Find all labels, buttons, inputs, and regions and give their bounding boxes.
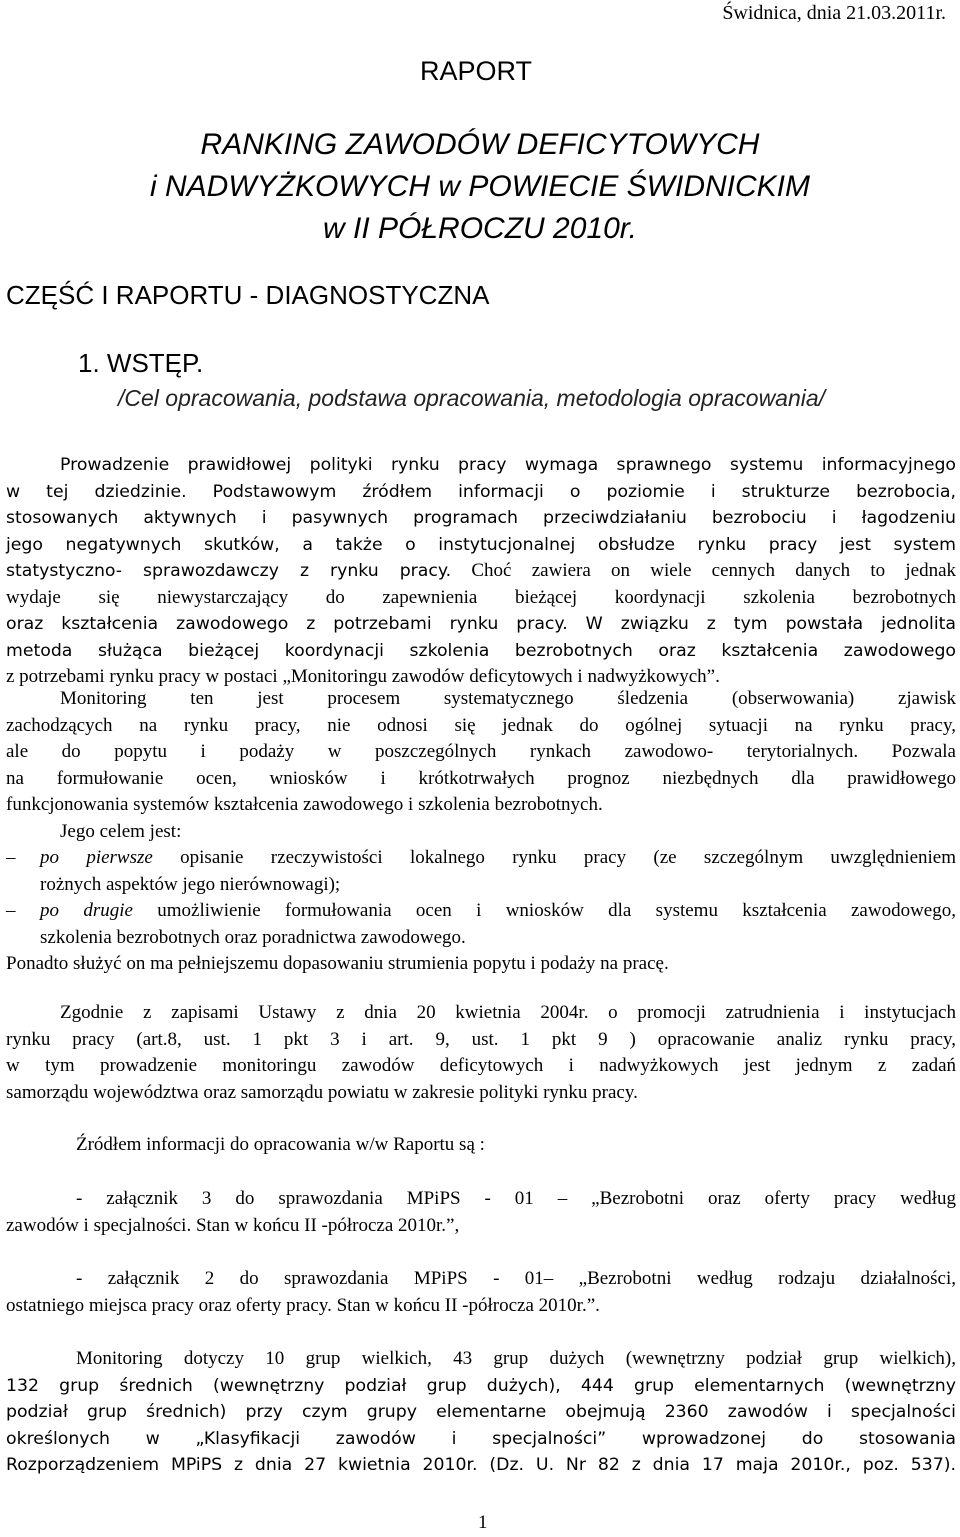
text-line: jego negatywnych skutków, a także o instytucjonalnej obsłudze rynku pracy jest system [6,534,956,555]
part-heading: CZĘŚĆ I RAPORTU - DIAGNOSTYCZNA [6,280,490,310]
report-label: RAPORT [420,56,533,86]
goal-item [6,845,956,898]
text-segment: opisanie rzeczywistości lokalnego rynku pracy (ze szczególnym uwzględnieniem [152,847,956,868]
law-paragraph [6,1000,956,1106]
text-line-mixed [6,558,956,585]
text-line: szkolenia bezrobotnych oraz poradnictwa zawodowego. [40,926,466,948]
text-line: Rozporządzeniem MPiPS z dnia 27 kwietnia 2010r. (Dz. U. Nr 82 z dnia 17 maja 2010r., poz. 537). [6,1455,956,1475]
text-line: w tej dziedzinie. Podstawowym źródłem informacji o poziomie i strukturze bezrobocia, [6,481,956,502]
title-line: RANKING ZAWODÓW DEFICYTOWYCH [200,128,760,161]
text-line: Zgodnie z zapisami Ustawy z dnia 20 kwietnia 2004r. o promocji zatrudnienia i instytucjach [60,1002,956,1023]
text-line: - załącznik 2 do sprawozdania MPiPS - 01– „Bezrobotni według rodzaju działalności, [76,1268,956,1289]
goal-item [6,898,956,951]
report-title [0,124,960,250]
title-line: i NADWYŻKOWYCH w POWIECIE ŚWIDNICKIM [150,170,810,203]
closing-line: Ponadto służyć on ma pełniejszemu dopasowaniu strumienia popytu i podaży na pracę. [6,953,669,974]
text-segment: statystyczno- sprawozdawczy z rynku pracy. [6,561,452,581]
text-segment: Choć zawiera on wiele cennych danych to jednak [451,560,956,581]
text-line: podział grup średnich) przy czym grupy elementarne obejmują 2360 zawodów i specjalności [6,1402,956,1422]
text-line: metoda służąca bieżącej koordynacji szkolenia bezrobotnych oraz kształcenia zawodowego [6,640,956,661]
text-segment: umożliwienie formułowania ocen i wniosków dla systemu kształcenia zawodowego, [132,900,956,921]
text-line-mixed [40,845,956,872]
dash-bullet: – [6,900,16,921]
goal-label: Jego celem jest: [60,820,182,842]
section-heading: 1. WSTĘP. [78,348,204,378]
text-line: wydaje się niewystarczający do zapewnienia bieżącej koordynacji szkolenia bezrobotnych [6,586,956,608]
source-item [6,1266,956,1319]
text-line: Monitoring ten jest procesem systematycznego śledzenia (obserwowania) zjawisk [60,688,956,709]
text-line: - załącznik 3 do sprawozdania MPiPS - 01 – „Bezrobotni oraz oferty pracy według [76,1188,956,1209]
emphasis: po drugie [40,900,133,921]
text-line: 132 grup średnich (wewnętrzny podział grup dużych), 444 grup elementarnych (wewnętrzny [6,1375,956,1396]
text-line: funkcjonowania systemów kształcenia zawodowego i szkolenia bezrobotnych. [6,794,603,815]
page-number: 1 [478,1512,488,1533]
text-line: ostatniego miejsca pracy oraz oferty pracy. Stan w końcu II -półrocza 2010r.”. [6,1294,600,1316]
text-line: zachodzących na rynku pracy, nie odnosi się jednak do ogólnej sytuacji na rynku pracy, [6,714,956,736]
sources-heading: Źródłem informacji do opracowania w/w Raportu są : [76,1134,485,1155]
document-date: Świdnica, dnia 21.03.2011r. [722,2,946,24]
text-line: samorządu województwa oraz samorządu powiatu w zakresie polityki rynku pracy. [6,1081,638,1103]
section-subtitle: /Cel opracowania, podstawa opracowania, metodologia opracowania/ [118,385,826,411]
text-line: określonych w „Klasyfikacji zawodów i specjalności” wprowadzonej do stosowania [6,1428,956,1449]
text-line: Monitoring dotyczy 10 grup wielkich, 43 grup dużych (wewnętrzny podział grup wielkich), [76,1348,956,1369]
dash-bullet: – [6,847,16,868]
text-line: w tym prowadzenie monitoringu zawodów deficytowych i nadwyżkowych jest jednym z zadań [6,1055,956,1076]
title-line: w II PÓŁROCZU 2010r. [323,212,637,245]
text-line: ale do popytu i podaży w poszczególnych rynkach zawodowo- terytorialnych. Pozwala [6,741,956,762]
intro-paragraph [6,452,956,691]
monitoring-paragraph [6,686,956,978]
text-line: Prowadzenie prawidłowej polityki rynku pracy wymaga sprawnego systemu informacyjnego [60,455,956,475]
text-line: z potrzebami rynku pracy w postaci „Monitoringu zawodów deficytowych i nadwyżkowych”. [6,666,720,687]
emphasis: po pierwsze [40,847,153,868]
text-line: rożnych aspektów jego nierównowagi); [40,873,341,895]
text-line: stosowanych aktywnych i pasywnych programach przeciwdziałaniu bezrobociu i łagodzeniu [6,508,956,528]
sources-heading-block [6,1132,956,1159]
text-line: rynku pracy (art.8, ust. 1 pkt 3 i art. 9, ust. 1 pkt 9 ) opracowanie analiz rynku pracy, [6,1028,956,1050]
text-line: zawodów i specjalności. Stan w końcu II -półrocza 2010r.”, [6,1214,460,1236]
text-line-mixed [40,898,956,925]
source-item [6,1186,956,1239]
text-line: oraz kształcenia zawodowego z potrzebami rynku pracy. W związku z tym powstała jednolita [6,614,956,634]
groups-paragraph [6,1346,956,1479]
text-line: na formułowanie ocen, wniosków i krótkotrwałych prognoz niezbędnych dla prawidłowego [6,767,956,789]
